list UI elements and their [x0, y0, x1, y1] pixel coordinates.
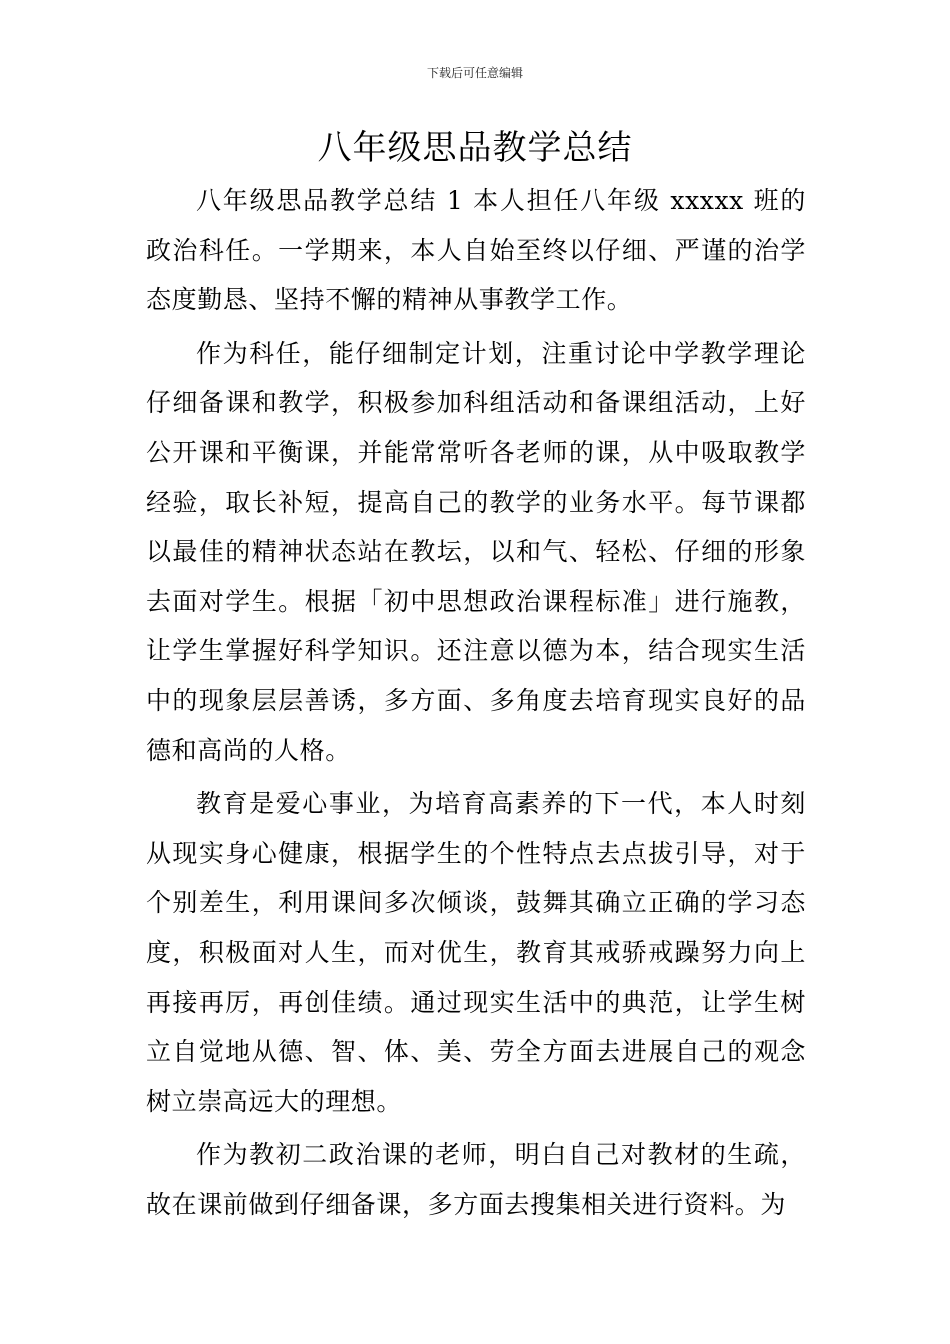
paragraph-3: 教育是爱心事业，为培育高素养的下一代，本人时刻从现实身心健康，根据学生的个性特点去点拔引导，对于个别差生，利用课间多次倾谈，鼓舞其确立正确的学习态度，积极面对人生，而对优生，教育其戒骄戒躁努力向上再接再厉，再创佳绩。通过现实生活中的典范，让学生树立自觉地从德、智、体、美、劳全方面去进展自己的观念树立崇高远大的理想。: [146, 789, 806, 1116]
document-body: [146, 176, 806, 1233]
paragraph-4: 作为教初二政治课的老师，明白自己对教材的生疏，故在课前做到仔细备课，多方面去搜集相关进行资料。为: [146, 1140, 806, 1219]
page-header: 下载后可任意编辑: [426, 66, 523, 80]
document-title: 八年级思品教学总结: [317, 128, 633, 168]
paragraph-1: 八年级思品教学总结 1 本人担任八年级 xxxxx 班的政治科任。一学期来，本人自始至终以仔细、严谨的治学态度勤恳、坚持不懈的精神从事教学工作。: [146, 186, 806, 315]
paragraph-2: 作为科任，能仔细制定计划，注重讨论中学教学理论仔细备课和教学，积极参加科组活动和备课组活动，上好公开课和平衡课，并能常常听各老师的课，从中吸取教学经验，取长补短，提高自己的教学的业务水平。每节课都以最佳的精神状态站在教坛，以和气、轻松、仔细的形象去面对学生。根据「初中思想政治课程标准」进行施教，让学生掌握好科学知识。还注意以德为本，结合现实生活中的现象层层善诱，多方面、多角度去培育现实良好的品德和高尚的人格。: [146, 338, 806, 765]
